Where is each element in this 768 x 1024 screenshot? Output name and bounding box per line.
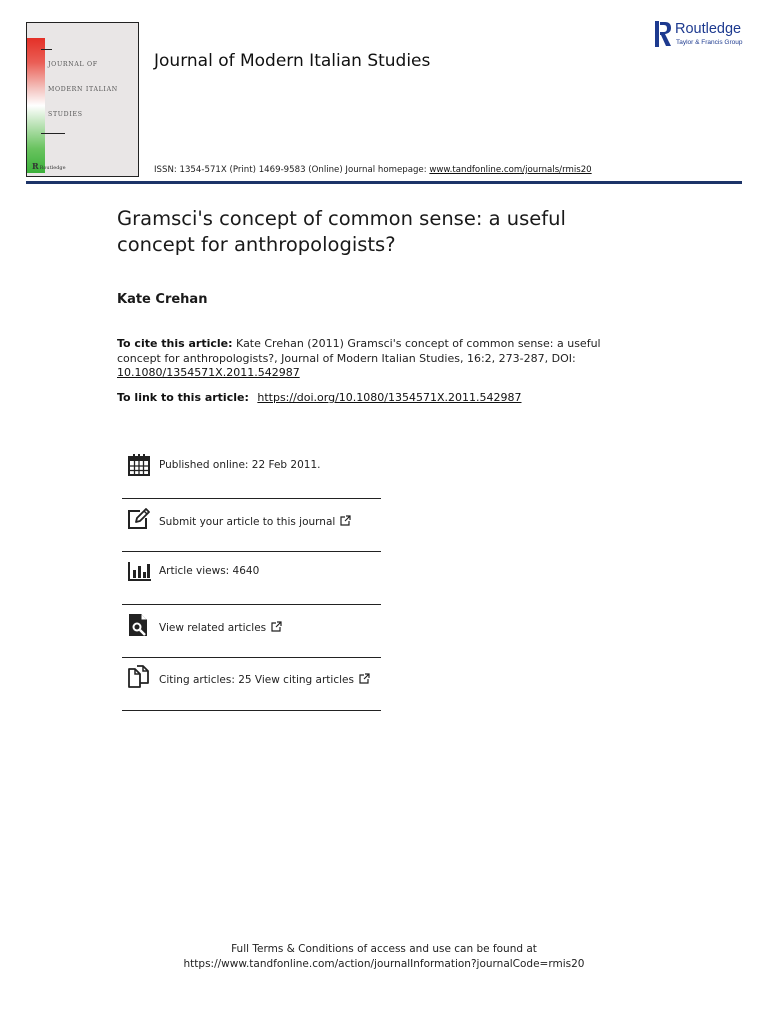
related-articles-row[interactable] <box>122 605 381 658</box>
issn-text: ISSN: 1354-571X (Print) 1469-9583 (Online) Journal homepage: <box>154 165 430 175</box>
related-articles-label: View related articles <box>159 622 267 634</box>
cover-color-stripe <box>27 38 45 173</box>
article-views-text: Article views: 4640 <box>159 565 260 577</box>
cite-text: Kate Crehan (2011) Gramsci's concept of common sense: a useful concept for anthropologists?, Journal of Modern Italian Studies, 16:2, 273-287, DOI: <box>117 337 601 365</box>
submit-article-link[interactable] <box>159 515 351 528</box>
published-text: Published online: 22 Feb 2011. <box>159 459 321 471</box>
publisher-logo[interactable] <box>655 21 750 51</box>
citation-block <box>117 337 637 381</box>
cover-rule-top <box>41 49 52 50</box>
terms-line: Full Terms & Conditions of access and use can be found at <box>231 943 537 955</box>
article-link-block <box>117 391 522 404</box>
submit-article-label: Submit your article to this journal <box>159 516 336 528</box>
edit-icon <box>127 507 151 531</box>
terms-url[interactable]: https://www.tandfonline.com/action/journalInformation?journalCode=rmis20 <box>183 958 585 970</box>
journal-title: Journal of Modern Italian Studies <box>154 51 431 71</box>
cover-title-line-3: STUDIES <box>48 111 83 118</box>
cite-label: To cite this article: <box>117 337 233 350</box>
publisher-group: Taylor & Francis Group <box>676 39 743 46</box>
external-link-icon <box>340 515 351 526</box>
article-url-link[interactable]: https://doi.org/10.1080/1354571X.2011.542987 <box>257 391 522 404</box>
terms-footer <box>0 942 768 972</box>
article-views-row <box>122 552 381 605</box>
journal-homepage-link[interactable]: www.tandfonline.com/journals/rmis20 <box>429 165 592 175</box>
cover-title-line-2: MODERN ITALIAN <box>48 86 118 93</box>
calendar-icon <box>127 453 151 477</box>
routledge-mark-icon <box>655 21 672 47</box>
cover-title-line-1: JOURNAL OF <box>48 61 98 68</box>
documents-icon <box>127 665 151 689</box>
cover-publisher-logo: RRoutledge <box>32 161 66 171</box>
doi-link[interactable]: 10.1080/1354571X.2011.542987 <box>117 366 300 379</box>
publisher-name: Routledge <box>675 21 742 37</box>
external-link-icon <box>359 673 370 684</box>
header-divider <box>26 181 742 184</box>
submit-article-row[interactable] <box>122 499 381 552</box>
link-label: To link to this article: <box>117 391 249 404</box>
external-link-icon <box>271 621 282 632</box>
related-articles-link[interactable] <box>159 621 282 634</box>
bar-chart-icon <box>127 559 151 583</box>
journal-cover-thumbnail[interactable] <box>26 22 139 177</box>
citing-articles-link[interactable] <box>159 673 370 686</box>
cover-rule-bottom <box>41 133 65 134</box>
search-document-icon <box>127 613 151 637</box>
article-author[interactable]: Kate Crehan <box>117 292 208 307</box>
article-title: Gramsci's concept of common sense: a useful concept for anthropologists? <box>117 207 566 256</box>
cover-logo-text: Routledge <box>39 165 66 171</box>
issn-line <box>154 165 592 175</box>
citing-articles-label: Citing articles: 25 View citing articles <box>159 674 354 686</box>
citing-articles-row[interactable] <box>122 658 381 711</box>
published-row <box>122 446 381 499</box>
